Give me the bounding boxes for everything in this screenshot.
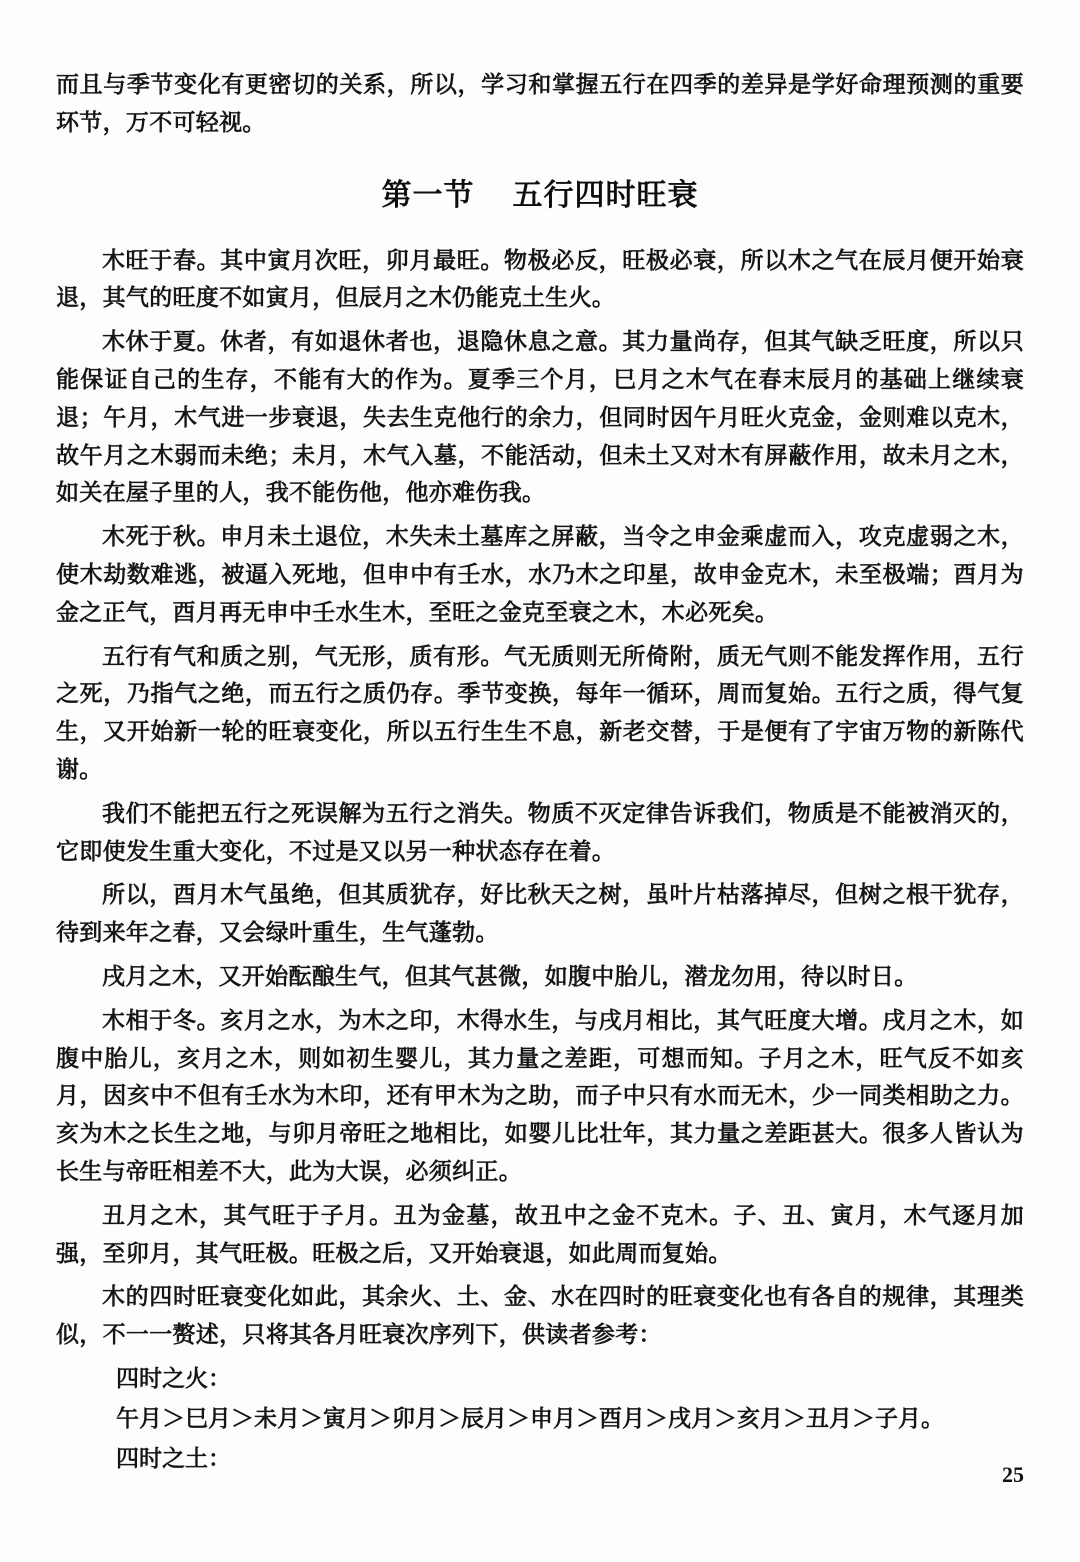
page-number: 25 [1002,1462,1024,1487]
paragraph-not-disappearance: 我们不能把五行之死误解为五行之消失。物质不灭定律告诉我们，物质是不能被消灭的，它即使发生重大变化，不过是又以另一种状态存在着。 [56,799,1024,865]
earth-label: 四时之土： [116,1444,231,1472]
page-content [56,66,1024,1478]
paragraph-chou-month: 丑月之木，其气旺于子月。丑为金墓，故丑中之金不克木。子、丑、寅月，木气逐月加强，至卯月，其气旺极。旺极之后，又开始衰退，如此周而复始。 [56,1201,1024,1267]
paragraph-wood-summer: 木休于夏。休者，有如退休者也，退隐休息之意。其力量尚存，但其气缺乏旺度，所以只能保证自己的生存，不能有大的作为。夏季三个月，巳月之木气在春末辰月的基础上继续衰退；午月，木气进一步衰退，失去生克他行的余力，但同时因午月旺火克金，金则难以克木，故午月之木弱而未绝；未月，木气入墓，不能活动，但未土又对木有屏蔽作用，故未月之木，如关在屋子里的人，我不能伤他，他亦难伤我。 [56,328,1024,507]
paragraph-wood-autumn: 木死于秋。申月未土退位，木失未土墓库之屏蔽，当令之申金乘虚而入，攻克虚弱之木，使木劫数难逃，被逼入死地，但申中有壬水，水乃木之印星，故申金克木，未至极端；酉月为金之正气，酉月再无申中壬水生木，至旺之金克至衰之木，木必死矣。 [56,523,1024,626]
section-heading [56,176,1024,216]
section-title: 五行四时旺衰 [512,177,699,213]
paragraph-qi-and-substance: 五行有气和质之别，气无形，质有形。气无质则无所倚附，质无气则不能发挥作用，五行之死，乃指气之绝，而五行之质仍存。季节变换，每年一循环，周而复始。五行之质，得气复生，又开始新一轮的旺衰变化，所以五行生生不息，新老交替，于是便有了宇宙万物的新陈代谢。 [56,642,1024,783]
paragraph-summary: 木的四时旺衰变化如此，其余火、土、金、水在四时的旺衰变化也有各自的规律，其理类似，不一一赘述，只将其各月旺衰次序列下，供读者参考： [56,1283,1024,1349]
section-number: 第一节 [381,177,475,213]
paragraph-wood-winter: 木相于冬。亥月之水，为木之印，木得水生，与戌月相比，其气旺度大增。戌月之木，如腹中胎儿，亥月之木，则如初生婴儿，其力量之差距，可想而知。子月之木，旺气反不如亥月，因亥中不但有壬水为木印，还有甲木为之助，而子中只有水而无木，少一同类相助之力。亥为木之长生之地，与卯月帝旺之地相比，如婴儿比壮年，其力量之差距甚大。很多人皆认为长生与帝旺相差不大，此为大误，必须纠正。 [56,1006,1024,1185]
intro-continuation-paragraph: 而且与季节变化有更密切的关系，所以，学习和掌握五行在四季的差异是学好命理预测的重要环节，万不可轻视。 [56,71,1024,136]
paragraph-autumn-tree: 所以，酉月木气虽绝，但其质犹存，好比秋天之树，虽叶片枯落掉尽，但树之根干犹存，待到来年之春，又会绿叶重生，生气蓬勃。 [56,881,1024,947]
fire-label: 四时之火： [116,1364,231,1392]
fire-sequence: 午月＞巳月＞未月＞寅月＞卯月＞辰月＞申月＞酉月＞戌月＞亥月＞丑月＞子月。 [116,1404,944,1432]
paragraph-wood-spring: 木旺于春。其中寅月次旺，卯月最旺。物极必反，旺极必衰，所以木之气在辰月便开始衰退，其气的旺度不如寅月，但辰月之木仍能克土生火。 [56,246,1024,312]
paragraph-xu-month: 戌月之木，又开始酝酿生气，但其气甚微，如腹中胎儿，潜龙勿用，待以时日。 [102,962,918,990]
